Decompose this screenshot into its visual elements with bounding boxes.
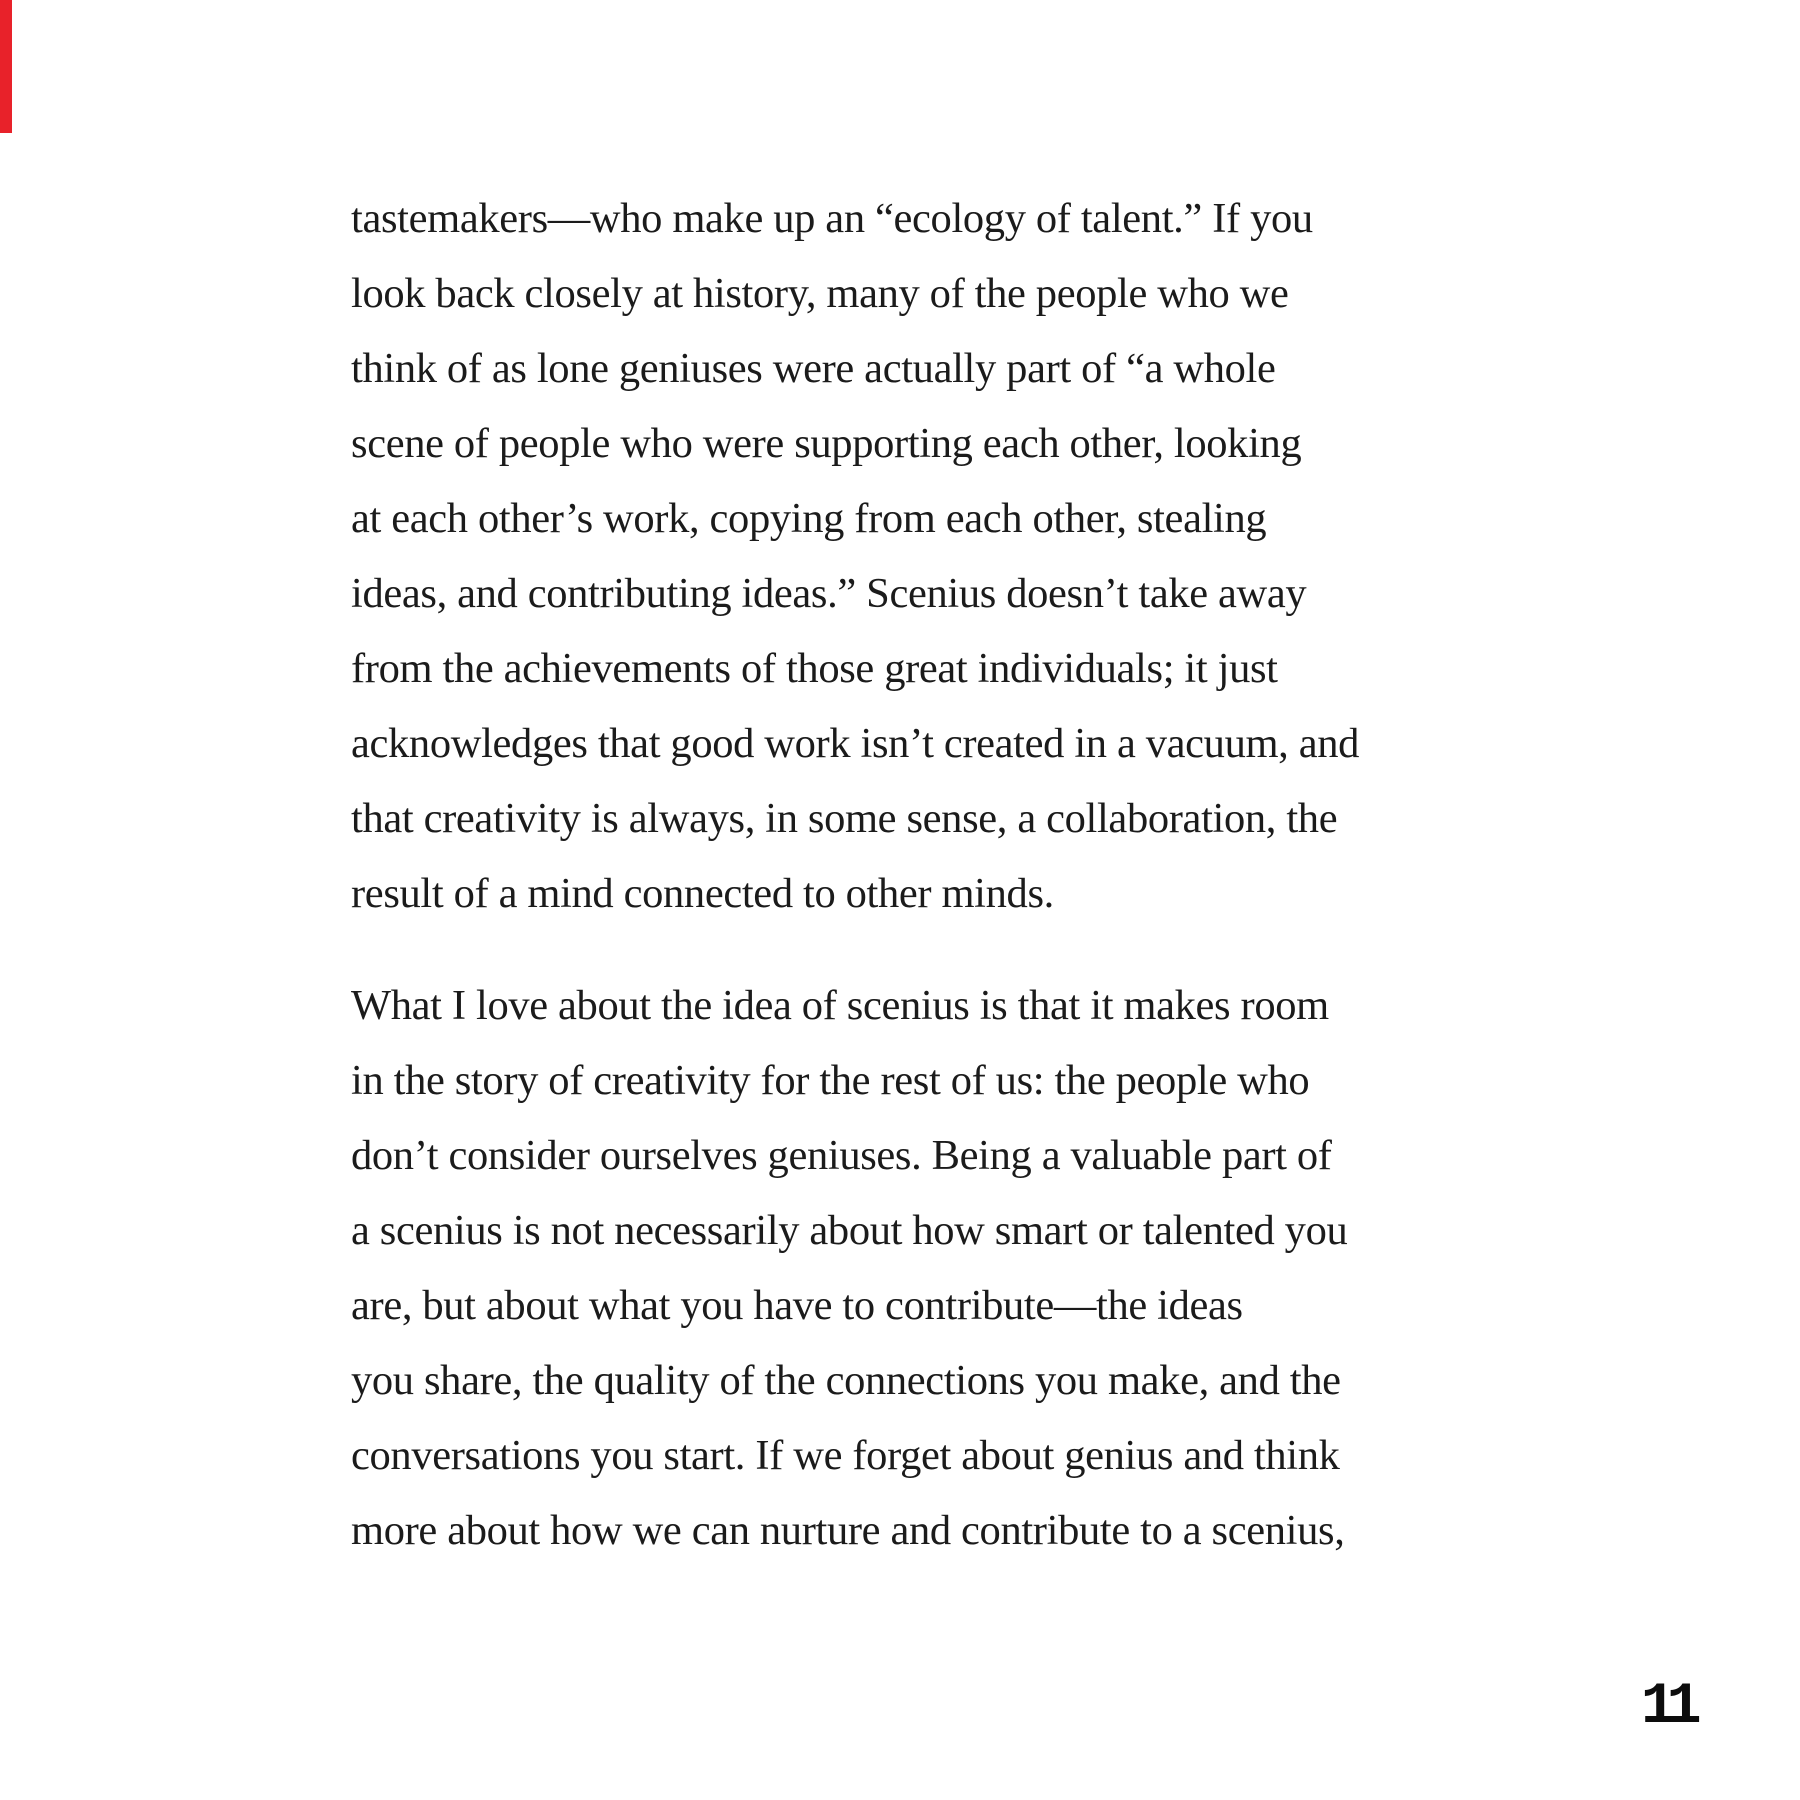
text-line: look back closely at history, many of the people who we — [351, 270, 1289, 317]
text-line: a scenius is not necessarily about how smart or talented you — [351, 1207, 1348, 1254]
text-line: result of a mind connected to other minds. — [351, 870, 1054, 917]
paragraph-2 — [351, 968, 1521, 1568]
text-line: from the achievements of those great individuals; it just — [351, 645, 1278, 692]
page-edge-red-strip — [0, 0, 12, 133]
text-line: conversations you start. If we forget about genius and think — [351, 1432, 1340, 1479]
body-text — [351, 181, 1521, 1568]
paragraph-1 — [351, 181, 1521, 931]
text-line: acknowledges that good work isn’t created in a vacuum, and — [351, 720, 1360, 767]
text-line: are, but about what you have to contribute—the ideas — [351, 1282, 1243, 1329]
page-number: 11 — [1641, 1675, 1693, 1740]
text-line: What I love about the idea of scenius is that it makes room — [351, 982, 1329, 1029]
text-line: think of as lone geniuses were actually part of “a whole — [351, 345, 1276, 392]
text-line: tastemakers—who make up an “ecology of talent.” If you — [351, 195, 1313, 242]
text-line: that creativity is always, in some sense, a collaboration, the — [351, 795, 1338, 842]
text-line: don’t consider ourselves geniuses. Being a valuable part of — [351, 1132, 1332, 1179]
text-line: at each other’s work, copying from each other, stealing — [351, 495, 1267, 542]
text-line: more about how we can nurture and contribute to a scenius, — [351, 1507, 1345, 1554]
text-line: in the story of creativity for the rest of us: the people who — [351, 1057, 1310, 1104]
text-line: you share, the quality of the connections you make, and the — [351, 1357, 1341, 1404]
text-line: scene of people who were supporting each other, looking — [351, 420, 1302, 467]
text-line: ideas, and contributing ideas.” Scenius doesn’t take away — [351, 570, 1307, 617]
